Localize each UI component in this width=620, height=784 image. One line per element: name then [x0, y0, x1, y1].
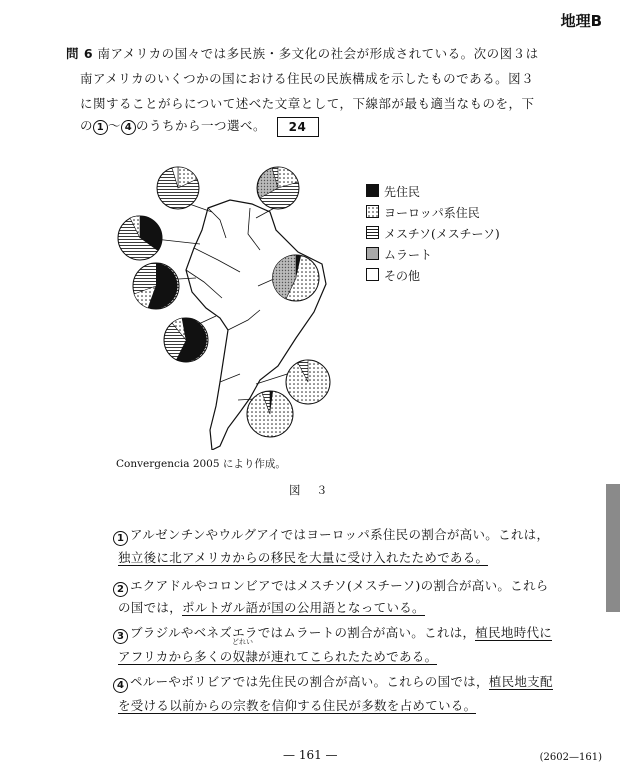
- legend-item: [366, 183, 420, 200]
- pie-chart: [118, 216, 162, 260]
- figure-caption: 図 ３: [289, 483, 330, 497]
- pie-chart: [164, 318, 208, 362]
- answer-box: 24: [277, 117, 319, 137]
- pie-chart: [257, 167, 299, 209]
- legend-label: ヨーロッパ系住民: [384, 206, 480, 220]
- option-2-text: エクアドルやコロンビアではメスチソ(メスチーソ)の割合が高い。これら: [130, 578, 549, 593]
- pie-chart: [133, 263, 179, 309]
- option-2-line2: [118, 598, 425, 616]
- option-4-line2: [118, 696, 476, 714]
- question-text-3: に関することがらについて述べた文章として，下線部が最も適当なものを，下: [80, 96, 535, 111]
- subject-title: 地理B: [560, 12, 602, 30]
- legend-label: 先住民: [384, 185, 421, 199]
- question-text-4a: の: [80, 118, 94, 133]
- question-line-4: [80, 116, 319, 137]
- option-3-plain: ブラジルやベネズエラではムラートの割合が高い。これは，: [130, 625, 476, 640]
- pie-chart: [157, 167, 199, 209]
- figure-source: Convergencia 2005 により作成。: [116, 458, 286, 470]
- option-3-underlined-b: アフリカから多くの奴隷が連れてこられたためである。: [118, 649, 438, 664]
- question-text-2: 南アメリカのいくつかの国における住民の民族構成を示したものである。図３: [80, 71, 535, 86]
- page-number: — 161 —: [283, 748, 338, 762]
- option-3-text: [130, 623, 552, 641]
- legend-label: メスチソ(メスチーソ): [384, 227, 500, 241]
- option-2-prefix: の国では，: [118, 600, 183, 615]
- option-number: 1: [113, 531, 128, 546]
- legend-label: その他: [384, 269, 421, 283]
- document-code: (2602—161): [539, 752, 602, 763]
- legend-swatch-white: [366, 268, 379, 281]
- question-line-1: [66, 44, 539, 62]
- option-4-underlined-b: を受ける以前からの宗教を信仰する住民が多数を占めている。: [118, 698, 477, 713]
- option-4-text: [130, 672, 553, 690]
- range-separator: ～: [108, 118, 122, 133]
- option-number: 4: [113, 678, 128, 693]
- option-4-plain: ペルーやボリビアでは先住民の割合が高い。これらの国では，: [130, 674, 489, 689]
- option-3-line2: [118, 647, 437, 665]
- legend-swatch-lines: [366, 226, 379, 239]
- legend-swatch-gray: [366, 247, 379, 260]
- legend-item: [366, 204, 480, 221]
- legend-item: [366, 246, 432, 263]
- question-text-4b: のうちから一つ選べ。: [136, 118, 267, 133]
- option-3-underlined-a: 植民地時代に: [475, 625, 553, 640]
- range-start-marker: 1: [93, 120, 108, 135]
- question-text-1: 南アメリカの国々では多民族・多文化の社会が形成されている。次の図３は: [97, 46, 539, 61]
- legend-item: [366, 225, 500, 242]
- question-label: 問 6: [66, 46, 94, 61]
- side-tab-marker: [606, 484, 620, 612]
- option-4-underlined-a: 植民地支配: [488, 674, 553, 689]
- legend-swatch-dots: [366, 205, 379, 218]
- legend-item: [366, 267, 420, 284]
- legend-swatch-solid: [366, 184, 379, 197]
- pie-chart: [286, 360, 330, 404]
- legend-label: ムラート: [384, 248, 433, 262]
- pie-chart: [247, 391, 293, 437]
- south-america-map: [100, 160, 340, 450]
- range-end-marker: 4: [121, 120, 136, 135]
- option-1-text: アルゼンチンやウルグアイではヨーロッパ系住民の割合が高い。これは，: [130, 527, 550, 542]
- option-1-line2: [118, 548, 488, 566]
- option-1-underlined: 独立後に北アメリカからの移民を大量に受け入れたためである。: [118, 550, 489, 565]
- ruby-annotation: どれい: [232, 638, 253, 646]
- option-number: 2: [113, 582, 128, 597]
- option-2-underlined: ポルトガル語が国の公用語となっている。: [182, 600, 425, 615]
- pie-chart: [272, 255, 319, 301]
- option-number: 3: [113, 629, 128, 644]
